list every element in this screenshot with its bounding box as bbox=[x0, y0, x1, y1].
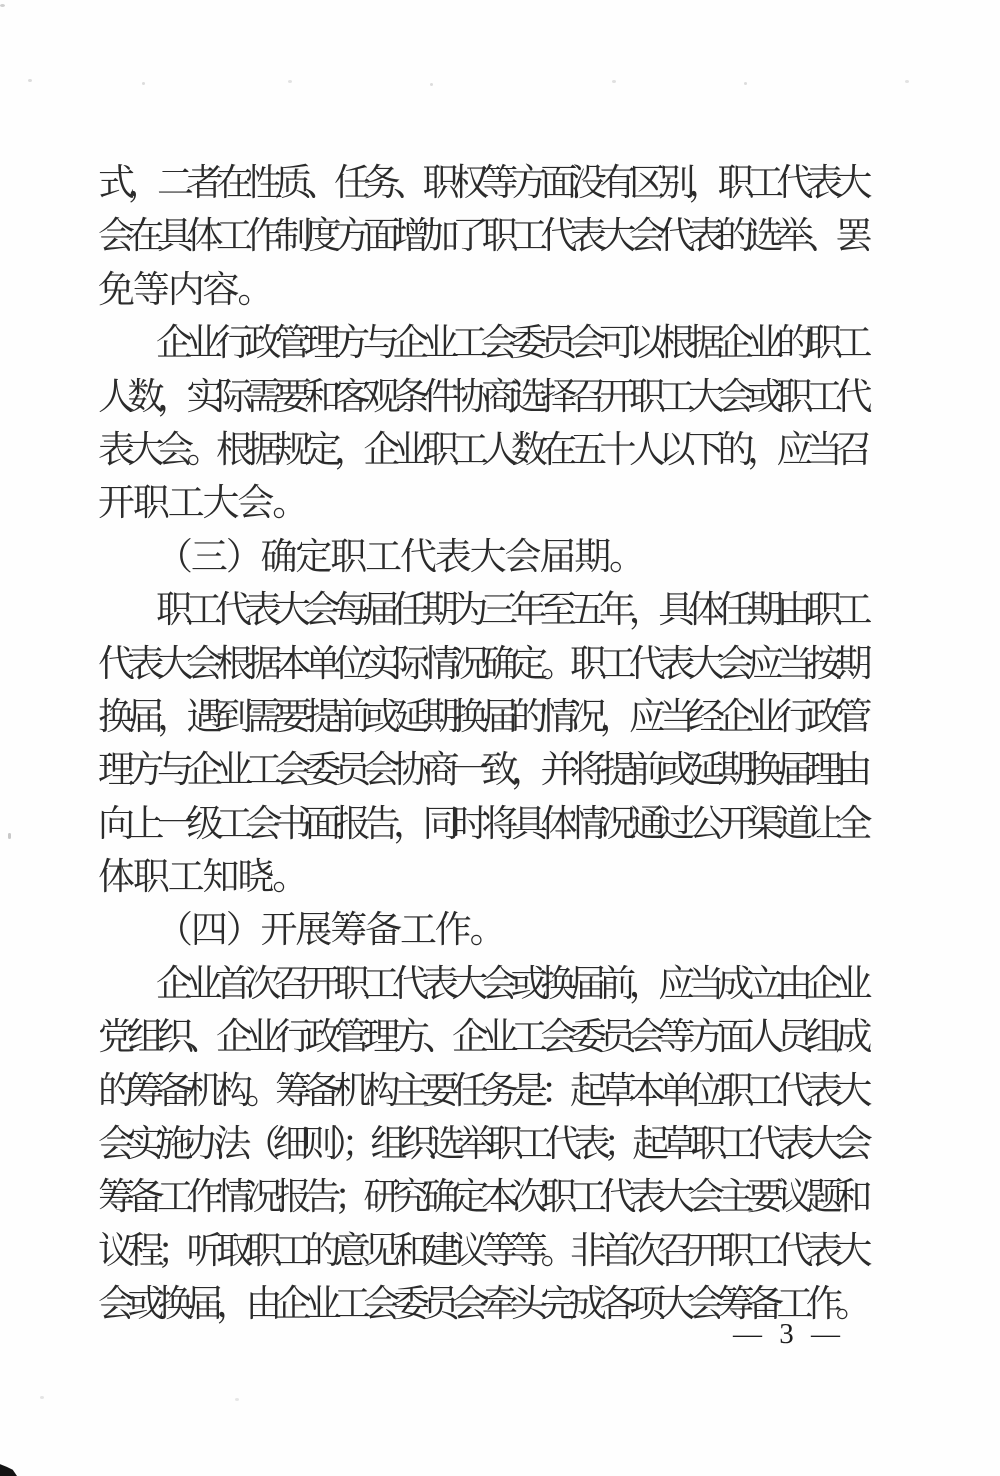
scan-artifact bbox=[0, 1462, 17, 1476]
scan-noise-speck bbox=[288, 80, 292, 83]
text-line: 人数，实际需要和客观条件协商选择召开职工大会或职工代 bbox=[98, 376, 865, 418]
text-line: 开职工大会。 bbox=[98, 483, 308, 525]
text-line: （四）开展筹备工作。 bbox=[156, 910, 505, 952]
text-line: 式，二者在性质、任务、职权等方面没有区别，职工代表大 bbox=[98, 163, 865, 204]
page-number: — 3 — bbox=[733, 1318, 845, 1350]
text-line: 体职工知晓。 bbox=[98, 857, 308, 899]
scan-noise-speck bbox=[430, 83, 433, 86]
text-line: （三）确定职工代表大会届期。 bbox=[156, 536, 644, 578]
text-line: 议程；听取职工的意见和建议等等。非首次召开职工代表大 bbox=[98, 1230, 865, 1272]
text-line: 的筹备机构。筹备机构主要任务是：起草本单位职工代表大 bbox=[98, 1070, 865, 1112]
text-line: 党组织、企业行政管理方、企业工会委员会等方面人员组成 bbox=[98, 1017, 865, 1059]
scan-noise-speck bbox=[905, 80, 909, 83]
text-line: 企业首次召开职工代表大会或换届前，应当成立由企业 bbox=[156, 963, 865, 1005]
text-line: 会或换届，由企业工会委员会牵头完成各项大会筹备工作。 bbox=[98, 1284, 865, 1326]
text-line: 免等内容。 bbox=[98, 269, 273, 311]
scan-noise-speck bbox=[744, 82, 747, 85]
scan-noise-speck bbox=[235, 1398, 239, 1401]
text-line: 筹备工作情况报告；研究确定本次职工代表大会主要议题和 bbox=[98, 1177, 865, 1219]
scan-noise-speck bbox=[40, 1396, 44, 1399]
text-line: 换届，遇到需要提前或延期换届的情况，应当经企业行政管 bbox=[98, 696, 865, 738]
document-text-block bbox=[98, 157, 865, 1332]
text-line: 向上一级工会书面报告，同时将具体情况通过公开渠道让全 bbox=[98, 803, 865, 845]
scan-noise-speck bbox=[612, 80, 616, 83]
text-line: 代表大会根据本单位实际情况确定。职工代表大会应当按期 bbox=[98, 643, 865, 685]
scan-noise-speck bbox=[142, 82, 145, 85]
scan-noise-speck bbox=[8, 833, 11, 839]
text-line: 表大会。根据规定，企业职工人数在五十人以下的，应当召 bbox=[98, 429, 865, 471]
text-line: 理方与企业工会委员会协商一致，并将提前或延期换届理由 bbox=[98, 750, 865, 792]
text-line: 会在具体工作制度方面增加了职工代表大会代表的选举、罢 bbox=[98, 216, 865, 258]
text-line: 会实施办法（细则）；组织选举职工代表；起草职工代表大会 bbox=[98, 1124, 865, 1166]
text-line: 职工代表大会每届任期为三年至五年，具体任期由职工 bbox=[156, 590, 865, 632]
scan-noise-speck bbox=[0, 4, 5, 7]
text-line: 企业行政管理方与企业工会委员会可以根据企业的职工 bbox=[156, 323, 865, 365]
scan-noise-speck bbox=[28, 79, 32, 82]
